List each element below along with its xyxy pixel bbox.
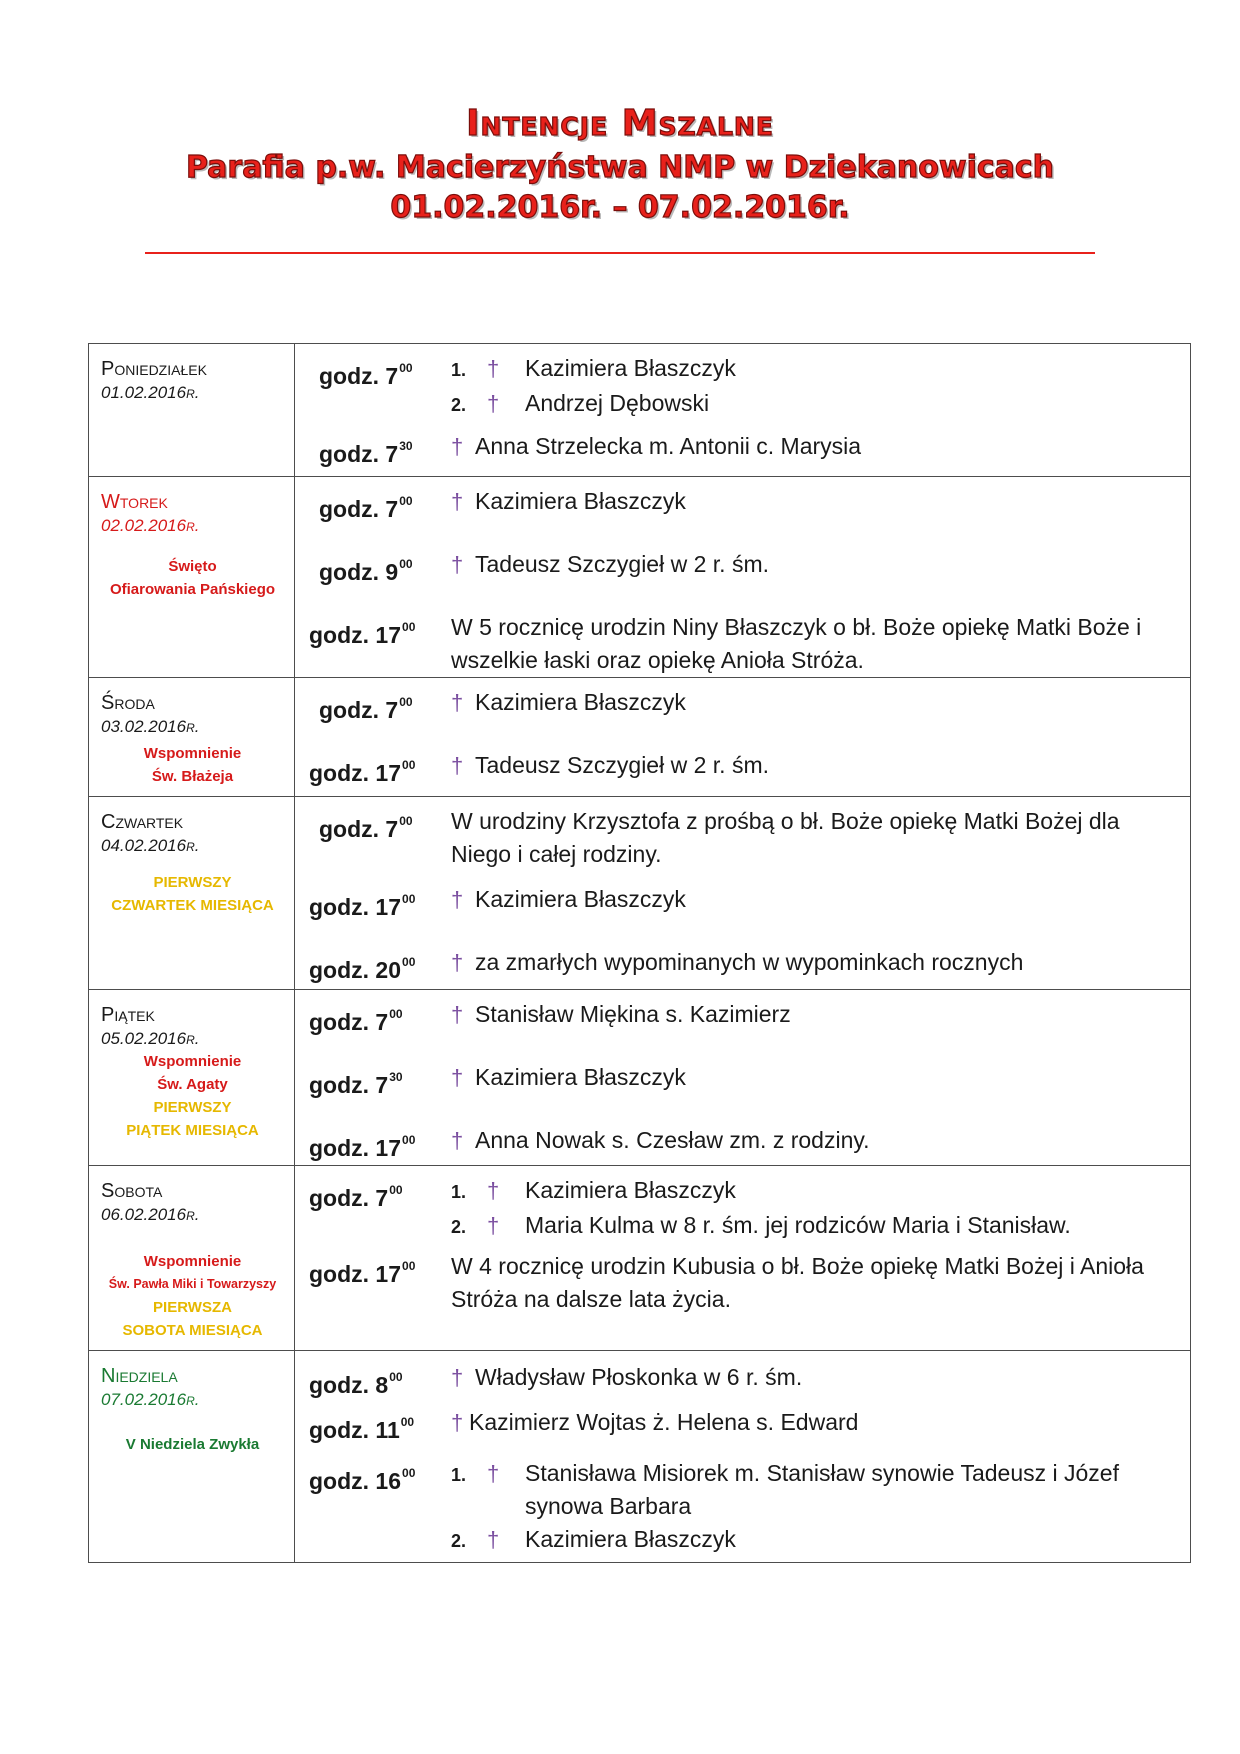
day-row (89, 797, 1191, 990)
liturgical-notes (101, 871, 284, 917)
masses-cell (295, 1166, 1191, 1351)
time-minutes: 00 (399, 361, 413, 375)
intention-number: 1. (451, 1465, 467, 1485)
time-minutes: 00 (399, 494, 413, 508)
mass-time (295, 352, 451, 422)
time-prefix: godz. 17 (309, 894, 402, 920)
liturgical-note: Wspomnienie (143, 1253, 242, 1270)
intention-text: Kazimiera Błaszczyk (475, 886, 686, 912)
time-prefix: godz. 16 (309, 1468, 402, 1494)
date-value: 03.02.2016 (101, 717, 187, 736)
mass-time (295, 883, 451, 924)
cross-icon: † (451, 950, 464, 975)
mass-entry (295, 1457, 1190, 1558)
day-row (89, 477, 1191, 678)
day-date (101, 1204, 284, 1226)
date-suffix: r. (186, 383, 200, 402)
day-name: Poniedziałek (101, 358, 207, 380)
intention-item (451, 548, 1180, 581)
intention-text: Kazimiera Błaszczyk (525, 355, 736, 381)
intention-text: W 5 rocznicę urodzin Niny Błaszczyk o bł. Boże opiekę Matki Boże i wszelkie łaski oraz opiekę Anioła Stróża. (451, 614, 1142, 673)
cross-icon: † (451, 434, 464, 459)
date-range: 01.02.2016r. – 07.02.2016r. (390, 190, 850, 225)
intention-item (451, 686, 1180, 719)
time-prefix: godz. 17 (309, 760, 402, 786)
intentions-list (451, 1406, 1190, 1447)
intention-text: Kazimiera Błaszczyk (475, 1064, 686, 1090)
cross-icon: † (487, 1178, 500, 1203)
intention-item (451, 387, 1180, 422)
cross-icon: † (451, 1410, 464, 1435)
time-minutes: 00 (399, 814, 413, 828)
date-value: 01.02.2016 (101, 383, 187, 402)
liturgical-note: PIERWSZA (153, 1299, 232, 1316)
time-prefix: godz. 11 (309, 1417, 400, 1443)
mass-entry (295, 352, 1190, 422)
intention-item (451, 998, 1180, 1031)
intentions-list (451, 1174, 1190, 1244)
intention-item (451, 611, 1180, 677)
intention-number: 1. (451, 360, 467, 380)
day-cell (89, 1351, 295, 1563)
time-minutes: 00 (402, 955, 416, 969)
intentions-list (451, 352, 1190, 422)
intention-number: 1. (451, 1182, 467, 1202)
intention-item (451, 1361, 1180, 1394)
day-cell (89, 797, 295, 990)
cross-icon: † (451, 489, 464, 514)
intention-text: Maria Kulma w 8 r. śm. jej rodziców Maria i Stanisław. (525, 1212, 1071, 1238)
day-name: Sobota (101, 1180, 163, 1202)
intention-text: Kazimierz Wojtas ż. Helena s. Edward (469, 1409, 859, 1435)
time-prefix: godz. 17 (309, 1261, 402, 1287)
masses-cell (295, 797, 1191, 990)
intention-number: 2. (451, 395, 467, 415)
liturgical-note: PIERWSZY (153, 1099, 232, 1116)
mass-entry (295, 946, 1190, 987)
intention-text: Tadeusz Szczygieł w 2 r. śm. (475, 551, 769, 577)
intention-text: W urodziny Krzysztofa z prośbą o bł. Boże opiekę Matki Bożej dla Niego i całej rodziny. (451, 808, 1120, 867)
intention-item (451, 1209, 1180, 1244)
day-cell (89, 344, 295, 477)
day-date (101, 1028, 284, 1050)
intentions-list (451, 1457, 1190, 1558)
cross-icon: † (487, 1461, 500, 1486)
time-prefix: godz. 8 (309, 1372, 389, 1398)
liturgical-note: V Niedziela Zwykła (125, 1436, 260, 1453)
liturgical-note: Ofiarowania Pańskiego (109, 581, 276, 598)
intentions-list (451, 883, 1190, 924)
liturgical-notes (101, 555, 284, 601)
liturgical-note: Św. Błażeja (151, 768, 234, 785)
liturgical-note: Św. Pawła Miki i Towarzyszy (108, 1277, 277, 1291)
day-cell (89, 477, 295, 678)
mass-entry (295, 1124, 1190, 1165)
time-minutes: 00 (402, 1466, 416, 1480)
time-minutes: 30 (399, 439, 413, 453)
intention-number: 2. (451, 1531, 467, 1551)
mass-time (295, 946, 451, 987)
day-row (89, 678, 1191, 797)
day-cell (89, 1166, 295, 1351)
intention-item (451, 749, 1180, 782)
cross-icon: † (487, 356, 500, 381)
intention-text: Kazimiera Błaszczyk (475, 488, 686, 514)
intention-item (451, 1406, 1180, 1439)
liturgical-note: CZWARTEK MIESIĄCA (111, 897, 274, 914)
mass-entry (295, 998, 1190, 1039)
intention-text: Stanisław Miękina s. Kazimierz (475, 1001, 791, 1027)
cross-icon: † (487, 1527, 500, 1552)
liturgical-note: PIĄTEK MIESIĄCA (126, 1122, 259, 1139)
masses-cell (295, 990, 1191, 1166)
mass-time (295, 1061, 451, 1102)
time-prefix: godz. 7 (319, 816, 399, 842)
day-row (89, 1166, 1191, 1351)
mass-entry (295, 611, 1190, 677)
intentions-list (451, 946, 1190, 987)
time-minutes: 00 (402, 892, 416, 906)
time-minutes: 00 (389, 1007, 403, 1021)
time-prefix: godz. 17 (309, 1135, 402, 1161)
mass-entry (295, 883, 1190, 924)
masses-cell (295, 678, 1191, 797)
intention-item (451, 1523, 1180, 1558)
day-date (101, 716, 284, 738)
mass-entry (295, 686, 1190, 727)
intentions-list (451, 485, 1190, 526)
intention-text: za zmarłych wypominanych w wypominkach rocznych (475, 949, 1024, 975)
intention-text: Kazimiera Błaszczyk (525, 1526, 736, 1552)
cross-icon: † (451, 1128, 464, 1153)
intention-item (451, 1250, 1180, 1316)
mass-entry (295, 1406, 1190, 1447)
liturgical-note: Wspomnienie (143, 1053, 242, 1070)
mass-entry (295, 548, 1190, 589)
day-date (101, 835, 284, 857)
time-minutes: 00 (389, 1370, 403, 1384)
liturgical-note: Święto (168, 558, 217, 575)
time-prefix: godz. 7 (309, 1009, 389, 1035)
date-suffix: r. (186, 1029, 200, 1048)
day-name: Środa (101, 692, 155, 714)
cross-icon: † (487, 391, 500, 416)
time-prefix: godz. 7 (309, 1185, 389, 1211)
intention-text: Władysław Płoskonka w 6 r. śm. (475, 1364, 803, 1390)
time-prefix: godz. 7 (319, 697, 399, 723)
mass-entry (295, 805, 1190, 871)
intention-number: 2. (451, 1217, 467, 1237)
time-prefix: godz. 9 (319, 559, 399, 585)
header-divider (145, 252, 1095, 254)
mass-intentions-table (88, 343, 1191, 1563)
intention-text: Tadeusz Szczygieł w 2 r. śm. (475, 752, 769, 778)
time-minutes: 00 (399, 695, 413, 709)
day-row (89, 990, 1191, 1166)
mass-time (295, 998, 451, 1039)
mass-entry (295, 1361, 1190, 1402)
liturgical-note: PIERWSZY (153, 874, 232, 891)
date-value: 02.02.2016 (101, 516, 187, 535)
cross-icon: † (451, 1365, 464, 1390)
cross-icon: † (451, 887, 464, 912)
time-prefix: godz. 7 (309, 1072, 389, 1098)
masses-cell (295, 477, 1191, 678)
mass-entry (295, 749, 1190, 790)
time-minutes: 00 (402, 1133, 416, 1147)
day-cell (89, 678, 295, 797)
time-minutes: 00 (399, 557, 413, 571)
mass-time (295, 805, 451, 871)
day-name: Czwartek (101, 811, 184, 833)
masses-cell (295, 1351, 1191, 1563)
time-minutes: 00 (400, 1415, 415, 1429)
mass-time (295, 1124, 451, 1165)
day-name: Niedziela (101, 1365, 178, 1387)
intentions-list (451, 1250, 1190, 1316)
liturgical-notes (101, 1433, 284, 1456)
intention-item (451, 485, 1180, 518)
day-date (101, 515, 284, 537)
intention-text: Kazimiera Błaszczyk (475, 689, 686, 715)
mass-time (295, 1250, 451, 1316)
cross-icon: † (487, 1213, 500, 1238)
time-prefix: godz. 7 (319, 363, 399, 389)
mass-time (295, 1174, 451, 1244)
day-name: Piątek (101, 1004, 155, 1026)
cross-icon: † (451, 552, 464, 577)
intentions-list (451, 1361, 1190, 1402)
time-minutes: 00 (389, 1183, 403, 1197)
mass-time (295, 1406, 451, 1447)
intention-text: Andrzej Dębowski (525, 390, 710, 416)
mass-entry (295, 485, 1190, 526)
time-minutes: 30 (389, 1070, 403, 1084)
cross-icon: † (451, 1002, 464, 1027)
intentions-list (451, 1061, 1190, 1102)
date-suffix: r. (186, 1205, 200, 1224)
time-prefix: godz. 20 (309, 957, 402, 983)
mass-time (295, 548, 451, 589)
cross-icon: † (451, 753, 464, 778)
intentions-list (451, 611, 1190, 677)
date-value: 06.02.2016 (101, 1205, 187, 1224)
date-suffix: r. (186, 516, 200, 535)
intention-text: Stanisława Misiorek m. Stanisław synowie Tadeusz i Józef synowa Barbara (525, 1460, 1119, 1519)
liturgical-note: Wspomnienie (143, 745, 242, 762)
date-suffix: r. (186, 836, 200, 855)
day-date (101, 1389, 284, 1411)
intention-item (451, 1174, 1180, 1209)
mass-time (295, 611, 451, 677)
mass-time (295, 430, 451, 471)
mass-entry (295, 1174, 1190, 1244)
liturgical-notes (101, 1250, 284, 1342)
day-row (89, 1351, 1191, 1563)
intention-item (451, 1124, 1180, 1157)
mass-time (295, 485, 451, 526)
masses-cell (295, 344, 1191, 477)
intention-text: Anna Nowak s. Czesław zm. z rodziny. (475, 1127, 870, 1153)
intention-text: Kazimiera Błaszczyk (525, 1177, 736, 1203)
day-cell (89, 990, 295, 1166)
liturgical-notes (101, 742, 284, 788)
parish-name: Parafia p.w. Macierzyństwa NMP w Dziekanowicach (185, 150, 1055, 185)
time-prefix: godz. 7 (319, 441, 399, 467)
time-minutes: 00 (402, 758, 416, 772)
day-row (89, 344, 1191, 477)
intention-item (451, 883, 1180, 916)
mass-entry (295, 1061, 1190, 1102)
date-value: 04.02.2016 (101, 836, 187, 855)
intentions-list (451, 998, 1190, 1039)
date-value: 05.02.2016 (101, 1029, 187, 1048)
intention-item (451, 1061, 1180, 1094)
intention-item (451, 946, 1180, 979)
intentions-list (451, 805, 1190, 871)
time-minutes: 00 (402, 620, 416, 634)
mass-entry (295, 430, 1190, 471)
intention-item (451, 1457, 1180, 1523)
mass-time (295, 1361, 451, 1402)
time-prefix: godz. 17 (309, 622, 402, 648)
intention-item (451, 430, 1180, 463)
liturgical-note: Św. Agaty (157, 1076, 228, 1093)
intentions-list (451, 749, 1190, 790)
day-name: Wtorek (101, 491, 168, 513)
mass-time (295, 686, 451, 727)
document-header (140, 100, 1100, 228)
mass-time (295, 749, 451, 790)
intentions-list (451, 686, 1190, 727)
document-title: Intencje Mszalne (466, 103, 774, 144)
time-prefix: godz. 7 (319, 496, 399, 522)
date-suffix: r. (186, 717, 200, 736)
liturgical-note: SOBOTA MIESIĄCA (122, 1322, 263, 1339)
intention-text: Anna Strzelecka m. Antonii c. Marysia (475, 433, 862, 459)
cross-icon: † (451, 1065, 464, 1090)
mass-entry (295, 1250, 1190, 1316)
date-value: 07.02.2016 (101, 1390, 187, 1409)
day-date (101, 382, 284, 404)
intentions-list (451, 1124, 1190, 1165)
mass-time (295, 1457, 451, 1558)
liturgical-notes (101, 1050, 284, 1142)
cross-icon: † (451, 690, 464, 715)
date-suffix: r. (186, 1390, 200, 1409)
intention-text: W 4 rocznicę urodzin Kubusia o bł. Boże opiekę Matki Bożej i Anioła Stróża na dalsze lata życia. (451, 1253, 1144, 1312)
intention-item (451, 805, 1180, 871)
time-minutes: 00 (402, 1259, 416, 1273)
intention-item (451, 352, 1180, 387)
intentions-list (451, 430, 1190, 471)
intentions-list (451, 548, 1190, 589)
